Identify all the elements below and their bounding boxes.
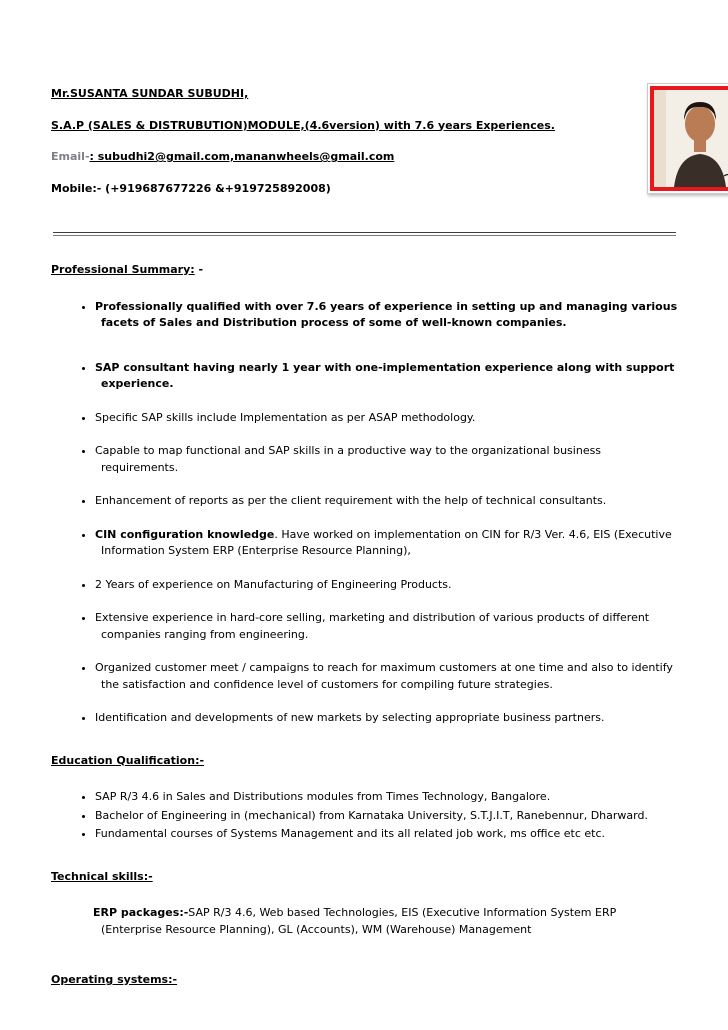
summary-bullet-7 [95,577,678,594]
summary-heading-suffix: - [194,263,204,276]
section-heading-technical [51,869,678,886]
education-bullet-list [51,789,678,843]
erp-packages-label: ERP packages:- [93,906,189,919]
portrait-photo-icon [654,90,728,187]
resume-header [51,86,678,216]
email-label: Email- [51,150,90,163]
bullet-bold-text: SAP consultant having nearly 1 year with one-implementation experience along with support experience. [95,360,675,390]
summary-bullet-9 [95,660,678,693]
email-value: : subudhi2@gmail.com,mananwheels@gmail.com [89,150,395,163]
candidate-title: S.A.P (SALES & DISTRUBUTION)MODULE,(4.6version) with 7.6 years Experiences. [51,118,555,132]
erp-packages-text: SAP R/3 4.6, Web based Technologies, EIS (Executive Information System ERP (Enterprise Resource Planning), GL (Accounts), WM (Warehouse) Management [101,906,617,936]
summary-heading-text: Professional Summary: [51,263,195,276]
erp-packages-line [93,905,678,938]
email-line [51,149,558,166]
summary-bullet-2 [95,360,678,393]
education-heading-text: Education Qualification:- [51,753,205,767]
mobile-line: Mobile:- (+919687677226 &+919725892008) [51,181,331,195]
education-bullet-1 [95,789,678,806]
bullet-text: . Have worked on implementation on CIN for R/3 Ver. 4.6, EIS (Executive Information System ERP (Enterprise Resource Planning), [101,527,672,557]
education-bullet-3 [95,826,678,843]
education-bullet-2 [95,808,678,825]
summary-bullet-list [51,299,678,727]
summary-bullet-5 [95,493,678,510]
bullet-bold-text: Professionally qualified with over 7.6 years of experience in setting up and managing various facets of Sales and Distribution process of some of well-known companies. [95,299,678,329]
technical-heading-text: Technical skills:- [51,869,153,883]
bullet-text: Specific SAP skills include Implementation as per ASAP methodology. [95,410,476,424]
bullet-text: Capable to map functional and SAP skills in a productive way to the organizational business requirements. [95,444,602,474]
header-divider [53,232,676,236]
summary-bullet-3 [95,410,678,427]
bullet-text: Enhancement of reports as per the client requirement with the help of technical consultants. [95,494,607,507]
candidate-photo [647,83,728,194]
section-heading-education [51,753,678,770]
summary-bullet-8 [95,610,678,643]
summary-bullet-10 [95,710,678,727]
bullet-text: Fundamental courses of Systems Management and its all related job work, ms office etc etc. [95,827,606,840]
candidate-name: Mr.SUSANTA SUNDAR SUBUDHI, [51,87,249,100]
summary-bullet-6 [95,527,678,560]
summary-bullet-4 [95,443,678,476]
bullet-text: Extensive experience in hard-core selling, marketing and distribution of various products of different companies ranging from engineering. [95,611,650,641]
portrait-photo-frame [650,86,728,191]
section-heading-summary [51,262,678,279]
bullet-bold-text: CIN configuration knowledge [95,527,275,541]
operating-heading-text: Operating systems:- [51,973,178,986]
bullet-text: SAP R/3 4.6 in Sales and Distributions modules from Times Technology, Bangalore. [95,790,551,803]
summary-bullet-1 [95,299,678,332]
section-heading-operating-systems [51,972,678,989]
bullet-text: Organized customer meet / campaigns to reach for maximum customers at one time and also to identify the satisfaction and confidence level of customers for compiling future strategies. [95,661,673,691]
bullet-text: 2 Years of experience on Manufacturing of Engineering Products. [95,577,452,591]
bullet-text: Bachelor of Engineering in (mechanical) from Karnataka University, S.T.J.I.T, Ranebennur, Dharward. [95,808,648,822]
bullet-text: Identification and developments of new markets by selecting appropriate business partners. [95,711,605,724]
